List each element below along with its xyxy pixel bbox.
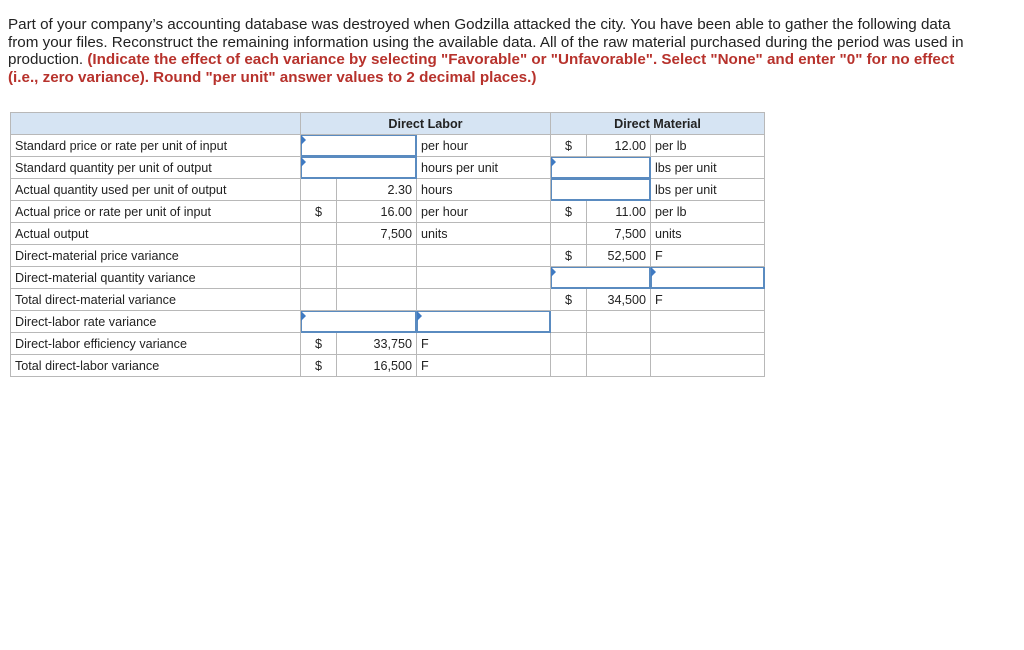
row-label: Total direct-labor variance xyxy=(11,355,301,377)
table-row xyxy=(11,245,765,267)
dropdown-marker-icon xyxy=(651,267,656,277)
table-row xyxy=(11,179,765,201)
labor-value: 33,750 xyxy=(337,333,417,355)
row-label: Actual output xyxy=(11,223,301,245)
labor-effect: F xyxy=(417,355,551,377)
input-marker-icon xyxy=(301,157,306,167)
row-label: Direct-material quantity variance xyxy=(11,267,301,289)
header-blank xyxy=(11,113,301,135)
labor-value: 7,500 xyxy=(337,223,417,245)
labor-currency xyxy=(301,289,337,311)
dropdown-marker-icon xyxy=(417,311,422,321)
labor-unit: per hour xyxy=(417,201,551,223)
material-currency: $ xyxy=(551,289,587,311)
labor-unit xyxy=(417,289,551,311)
labor-value: 2.30 xyxy=(337,179,417,201)
table-row xyxy=(11,355,765,377)
table-row xyxy=(11,289,765,311)
material-unit xyxy=(651,355,765,377)
material-actual-quantity-input[interactable] xyxy=(551,179,651,201)
labor-unit: per hour xyxy=(417,135,551,157)
labor-unit xyxy=(417,245,551,267)
labor-value xyxy=(337,267,417,289)
row-label: Direct-material price variance xyxy=(11,245,301,267)
labor-unit: hours xyxy=(417,179,551,201)
header-direct-labor: Direct Labor xyxy=(301,113,551,135)
row-label: Direct-labor rate variance xyxy=(11,311,301,333)
material-unit: per lb xyxy=(651,201,765,223)
row-label: Actual price or rate per unit of input xyxy=(11,201,301,223)
labor-currency: $ xyxy=(301,201,337,223)
material-unit xyxy=(651,333,765,355)
table-row xyxy=(11,135,765,157)
input-marker-icon xyxy=(551,267,556,277)
material-value xyxy=(587,355,651,377)
material-quantity-variance-input[interactable] xyxy=(551,267,651,289)
labor-value xyxy=(337,245,417,267)
material-currency xyxy=(551,333,587,355)
labor-currency: $ xyxy=(301,355,337,377)
labor-unit xyxy=(417,267,551,289)
material-currency xyxy=(551,355,587,377)
material-unit: lbs per unit xyxy=(651,157,765,179)
labor-currency xyxy=(301,245,337,267)
labor-unit: hours per unit xyxy=(417,157,551,179)
labor-value xyxy=(337,289,417,311)
labor-rate-variance-effect-select[interactable] xyxy=(417,311,551,333)
material-effect: F xyxy=(651,245,765,267)
table-row xyxy=(11,223,765,245)
header-direct-material: Direct Material xyxy=(551,113,765,135)
labor-unit: units xyxy=(417,223,551,245)
material-value: 7,500 xyxy=(587,223,651,245)
labor-rate-variance-input[interactable] xyxy=(301,311,417,333)
labor-effect: F xyxy=(417,333,551,355)
labor-currency xyxy=(301,267,337,289)
header-row xyxy=(11,113,765,135)
input-marker-icon xyxy=(301,135,306,145)
table-row xyxy=(11,201,765,223)
material-value: 11.00 xyxy=(587,201,651,223)
input-marker-icon xyxy=(551,157,556,167)
material-unit xyxy=(651,311,765,333)
material-value xyxy=(587,333,651,355)
labor-standard-rate-input[interactable] xyxy=(301,135,417,157)
material-currency xyxy=(551,311,587,333)
material-unit: lbs per unit xyxy=(651,179,765,201)
material-unit: per lb xyxy=(651,135,765,157)
material-value xyxy=(587,311,651,333)
material-unit: units xyxy=(651,223,765,245)
table-row xyxy=(11,267,765,289)
row-label: Direct-labor efficiency variance xyxy=(11,333,301,355)
labor-value: 16.00 xyxy=(337,201,417,223)
row-label: Total direct-material variance xyxy=(11,289,301,311)
variance-table xyxy=(10,112,765,377)
prompt-text: Part of your company’s accounting database was destroyed when Godzilla attacked the city. You have been able to gather the following data from your files. Reconstruct the remaining information using the available data. All of the raw material purchased during the period was used in production. xyxy=(8,16,964,69)
labor-currency xyxy=(301,179,337,201)
problem-prompt xyxy=(8,16,968,86)
labor-currency xyxy=(301,223,337,245)
material-quantity-variance-effect-select[interactable] xyxy=(651,267,765,289)
labor-value: 16,500 xyxy=(337,355,417,377)
row-label: Actual quantity used per unit of output xyxy=(11,179,301,201)
labor-currency: $ xyxy=(301,333,337,355)
material-currency: $ xyxy=(551,245,587,267)
table-row xyxy=(11,157,765,179)
material-effect: F xyxy=(651,289,765,311)
table-row xyxy=(11,333,765,355)
material-value: 52,500 xyxy=(587,245,651,267)
material-value: 12.00 xyxy=(587,135,651,157)
input-marker-icon xyxy=(301,311,306,321)
labor-standard-quantity-input[interactable] xyxy=(301,157,417,179)
material-currency xyxy=(551,223,587,245)
material-value: 34,500 xyxy=(587,289,651,311)
material-currency: $ xyxy=(551,135,587,157)
row-label: Standard price or rate per unit of input xyxy=(11,135,301,157)
row-label: Standard quantity per unit of output xyxy=(11,157,301,179)
material-standard-quantity-input[interactable] xyxy=(551,157,651,179)
prompt-instructions: (Indicate the effect of each variance by selecting "Favorable" or "Unfavorable". Select "None" and enter "0" for no effect (i.e., zero variance). Round "per unit" answer values to 2 decimal places.) xyxy=(8,51,955,86)
table-row xyxy=(11,311,765,333)
material-currency: $ xyxy=(551,201,587,223)
